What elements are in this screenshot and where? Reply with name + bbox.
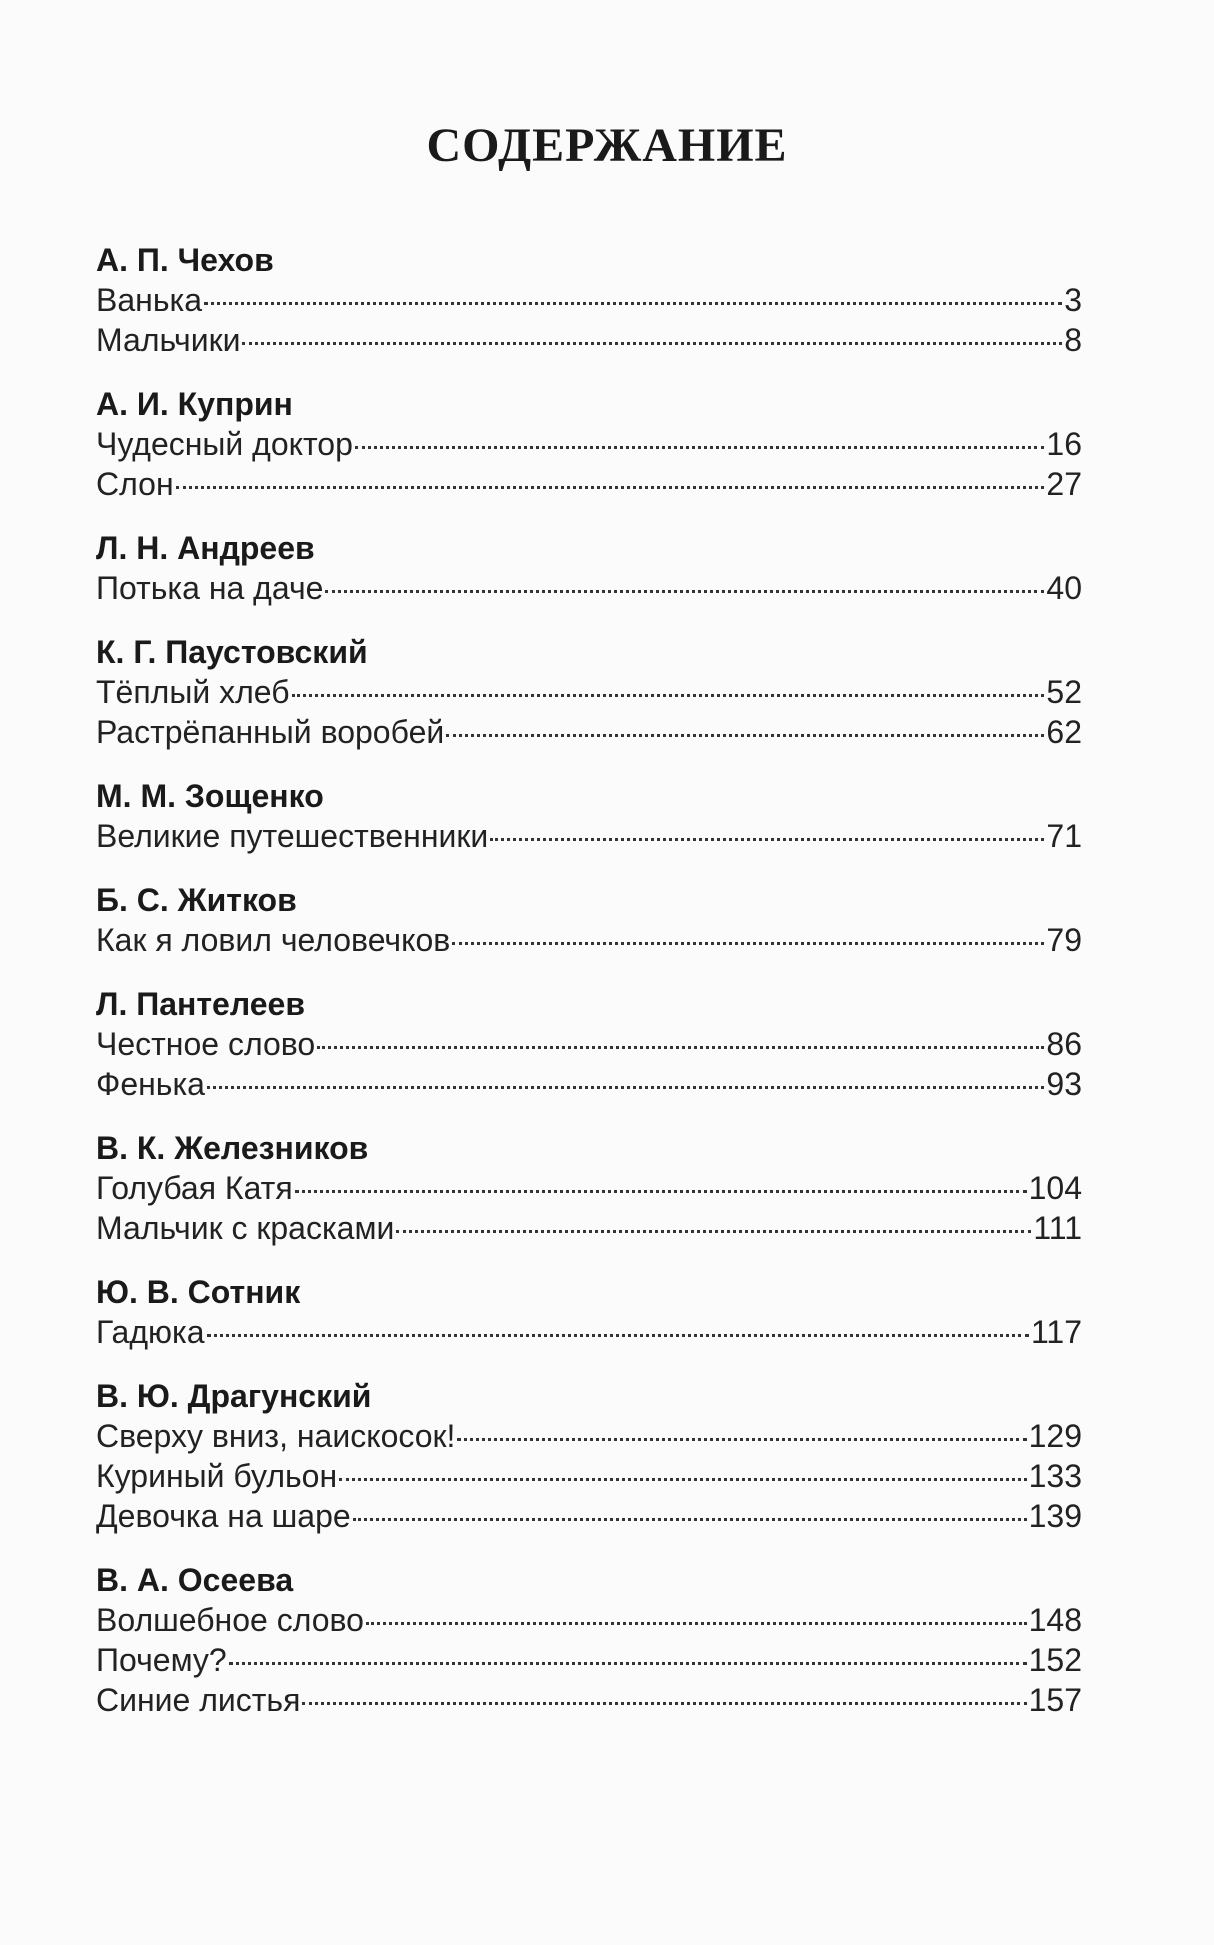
dot-leader — [207, 1334, 1029, 1337]
page-title: СОДЕРЖАНИЕ — [426, 119, 788, 172]
toc-entry — [96, 712, 1082, 752]
toc-entry — [96, 568, 1082, 608]
author-heading: Ю. В. Сотник — [96, 1274, 301, 1310]
entry-page-number: 3 — [1064, 282, 1082, 318]
toc-entry — [96, 424, 1082, 464]
author-heading: В. К. Железников — [96, 1130, 369, 1166]
entry-title: Тёплый хлеб — [96, 674, 290, 710]
entry-title: Фенька — [96, 1066, 205, 1102]
toc-entry — [96, 816, 1082, 856]
toc-entry — [96, 320, 1082, 360]
toc-section — [96, 1272, 1082, 1352]
entry-title: Честное слово — [96, 1026, 316, 1062]
entry-page-number: 52 — [1046, 674, 1082, 710]
entry-page-number: 8 — [1064, 322, 1082, 358]
dot-leader — [204, 302, 1062, 305]
toc-section — [96, 880, 1082, 960]
dot-leader — [302, 1702, 1026, 1705]
dot-leader — [325, 590, 1044, 593]
toc-entry — [96, 1600, 1082, 1640]
entry-title: Великие путешественники — [96, 818, 489, 854]
entry-title: Волшебное слово — [96, 1602, 364, 1638]
toc-entry — [96, 1496, 1082, 1536]
entry-title: Потька на даче — [96, 570, 324, 606]
toc-entry — [96, 1312, 1082, 1352]
dot-leader — [446, 734, 1044, 737]
dot-leader — [242, 342, 1062, 345]
author-heading: Л. Н. Андреев — [96, 530, 315, 566]
toc-entry — [96, 1168, 1082, 1208]
entry-page-number: 152 — [1028, 1642, 1082, 1678]
entry-page-number: 62 — [1046, 714, 1082, 750]
entry-title: Мальчик с красками — [96, 1210, 395, 1246]
dot-leader — [317, 1046, 1044, 1049]
toc-entry — [96, 1640, 1082, 1680]
dot-leader — [176, 486, 1045, 489]
entry-page-number: 104 — [1028, 1170, 1082, 1206]
dot-leader — [207, 1086, 1044, 1089]
toc-section — [96, 240, 1082, 360]
toc-entry — [96, 464, 1082, 504]
entry-title: Куриный бульон — [96, 1458, 338, 1494]
dot-leader — [292, 694, 1045, 697]
table-of-contents — [96, 240, 1082, 1720]
toc-section — [96, 1128, 1082, 1248]
toc-entry — [96, 1680, 1082, 1720]
entry-title: Чудесный доктор — [96, 426, 353, 462]
toc-section — [96, 632, 1082, 752]
entry-page-number: 148 — [1028, 1602, 1082, 1638]
toc-section — [96, 528, 1082, 608]
author-heading: М. М. Зощенко — [96, 778, 324, 814]
entry-title: Ванька — [96, 282, 202, 318]
toc-entry — [96, 1208, 1082, 1248]
author-heading: К. Г. Паустовский — [96, 634, 368, 670]
entry-title: Девочка на шаре — [96, 1498, 351, 1534]
entry-page-number: 129 — [1028, 1418, 1082, 1454]
entry-page-number: 139 — [1028, 1498, 1082, 1534]
toc-section — [96, 1560, 1082, 1720]
author-heading: В. А. Осеева — [96, 1562, 294, 1598]
dot-leader — [452, 942, 1044, 945]
entry-title: Голубая Катя — [96, 1170, 293, 1206]
dot-leader — [339, 1478, 1026, 1481]
entry-page-number: 40 — [1046, 570, 1082, 606]
dot-leader — [355, 446, 1045, 449]
dot-leader — [490, 838, 1044, 841]
author-heading: Б. С. Житков — [96, 882, 297, 918]
author-heading: В. Ю. Драгунский — [96, 1378, 372, 1414]
dot-leader — [366, 1622, 1027, 1625]
toc-entry — [96, 1456, 1082, 1496]
author-heading: А. П. Чехов — [96, 242, 274, 278]
dot-leader — [353, 1518, 1027, 1521]
entry-title: Сверху вниз, наискосок! — [96, 1418, 456, 1454]
entry-page-number: 133 — [1028, 1458, 1082, 1494]
toc-entry — [96, 1064, 1082, 1104]
entry-page-number: 157 — [1028, 1682, 1082, 1718]
entry-page-number: 27 — [1046, 466, 1082, 502]
dot-leader — [229, 1662, 1027, 1665]
toc-section — [96, 776, 1082, 856]
toc-entry — [96, 1416, 1082, 1456]
toc-entry — [96, 1024, 1082, 1064]
author-heading: А. И. Куприн — [96, 386, 293, 422]
dot-leader — [457, 1438, 1026, 1441]
entry-page-number: 16 — [1046, 426, 1082, 462]
entry-title: Гадюка — [96, 1314, 205, 1350]
author-heading: Л. Пантелеев — [96, 986, 305, 1022]
entry-title: Как я ловил человечков — [96, 922, 451, 958]
entry-page-number: 111 — [1033, 1210, 1082, 1246]
toc-entry — [96, 672, 1082, 712]
toc-section — [96, 984, 1082, 1104]
entry-title: Растрёпанный воробей — [96, 714, 445, 750]
entry-page-number: 117 — [1030, 1314, 1082, 1350]
entry-page-number: 71 — [1046, 818, 1082, 854]
entry-title: Синие листья — [96, 1682, 301, 1718]
entry-title: Мальчики — [96, 322, 241, 358]
entry-page-number: 93 — [1046, 1066, 1082, 1102]
entry-page-number: 86 — [1046, 1026, 1082, 1062]
toc-section — [96, 1376, 1082, 1536]
entry-title: Почему? — [96, 1642, 227, 1678]
toc-entry — [96, 280, 1082, 320]
dot-leader — [295, 1190, 1027, 1193]
entry-page-number: 79 — [1046, 922, 1082, 958]
toc-entry — [96, 920, 1082, 960]
toc-section — [96, 384, 1082, 504]
entry-title: Слон — [96, 466, 174, 502]
dot-leader — [396, 1230, 1031, 1233]
